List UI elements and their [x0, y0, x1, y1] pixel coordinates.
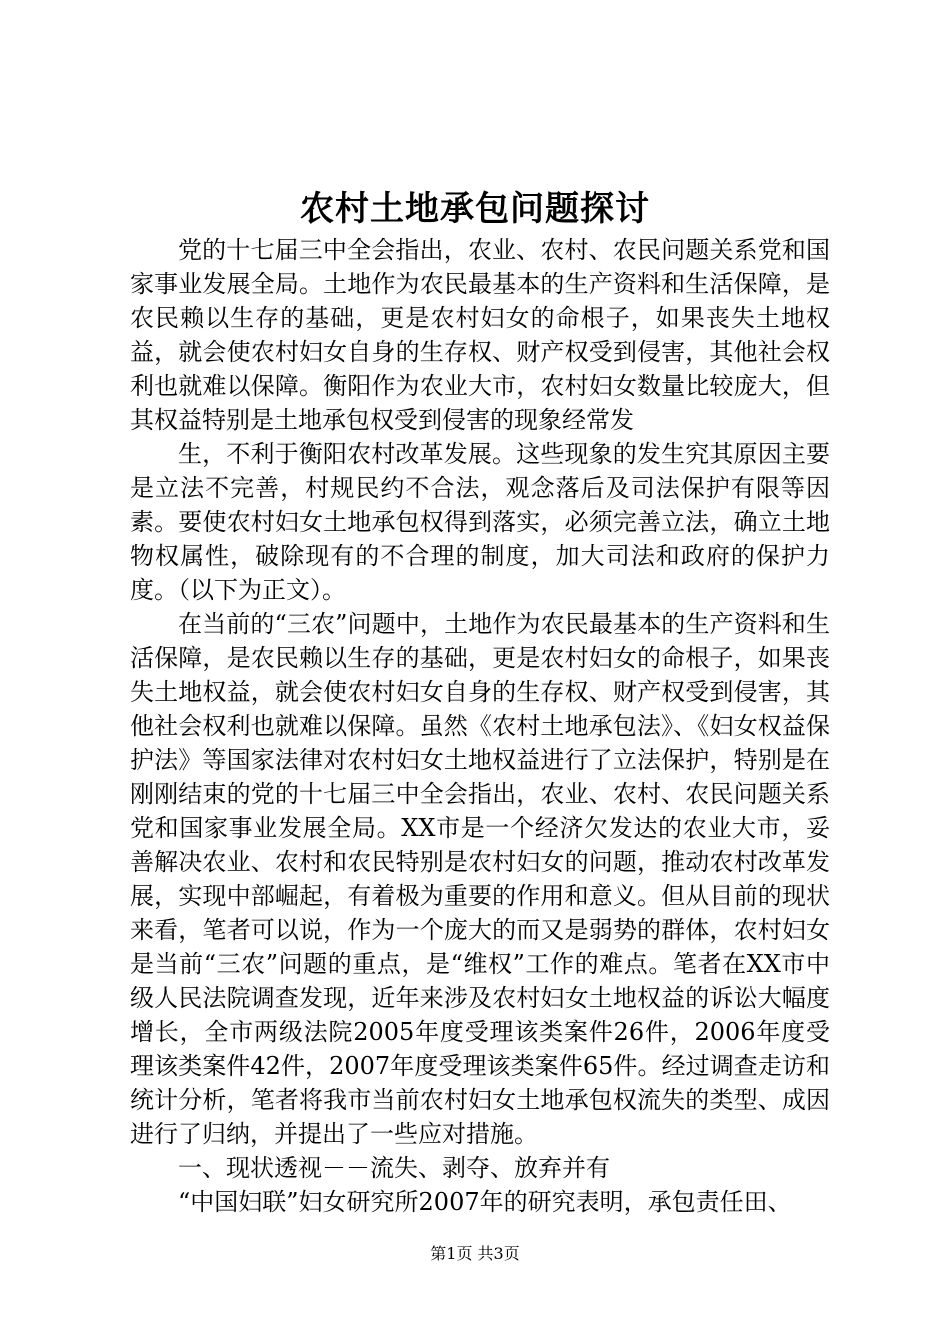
paragraph-intro: 党的十七届三中全会指出，农业、农村、农民问题关系党和国家事业发展全局。土地作为农民最基本的生产资料和生活保障，是农民赖以生存的基础，更是农村妇女的命根子，如果丧失土地权益，就会使农村妇女自身的生存权、财产权受到侵害，其他社会权利也就难以保障。衡阳作为农业大市，农村妇女数量比较庞大，但其权益特别是土地承包权受到侵害的现象经常发: [130, 236, 830, 434]
paragraph-main: 在当前的“三农”问题中，土地作为农民最基本的生产资料和生活保障，是农民赖以生存的基础，更是农村妇女的命根子，如果丧失土地权益，就会使农村妇女自身的生存权、财产权受到侵害，其他社会权利也就难以保障。虽然《农村土地承包法》、《妇女权益保护法》等国家法律对农村妇女土地权益进行了立法保护，特别是在刚刚结束的党的十七届三中全会指出，农业、农村、农民问题关系党和国家事业发展全局。XX市是一个经济欠发达的农业大市，妥善解决农业、农村和农民特别是农村妇女的问题，推动农村改革发展，实现中部崛起，有着极为重要的作用和意义。但从目前的现状来看，笔者可以说，作为一个庞大的而又是弱势的群体，农村妇女是当前“三农”问题的重点，是“维权”工作的难点。笔者在XX市中级人民法院调查发现，近年来涉及农村妇女土地权益的诉讼大幅度增长，全市两级法院2005年度受理该类案件26件，2006年度受理该类案件42件，2007年度受理该类案件65件。经过调查走访和统计分析，笔者将我市当前农村妇女土地承包权流失的类型、成因进行了归纳，并提出了一些应对措施。: [130, 610, 830, 1148]
paragraph-intro-continued: 生，不利于衡阳农村改革发展。这些现象的发生究其原因主要是立法不完善，村规民约不合法，观念落后及司法保护有限等因素。要使农村妇女土地承包权得到落实，必须完善立法，确立土地物权属性，破除现有的不合理的制度，加大司法和政府的保护力度。（以下为正文）。: [130, 440, 830, 604]
paragraph-section-start: “中国妇联”妇女研究所2007年的研究表明，承包责任田、: [178, 1188, 792, 1216]
document-title: 农村土地承包问题探讨: [300, 189, 650, 229]
document-body: [130, 233, 830, 1219]
page-footer: 第1页 共3页: [430, 1244, 520, 1263]
section-heading: 一、现状透视－－流失、剥夺、放弃并有: [178, 1154, 610, 1182]
